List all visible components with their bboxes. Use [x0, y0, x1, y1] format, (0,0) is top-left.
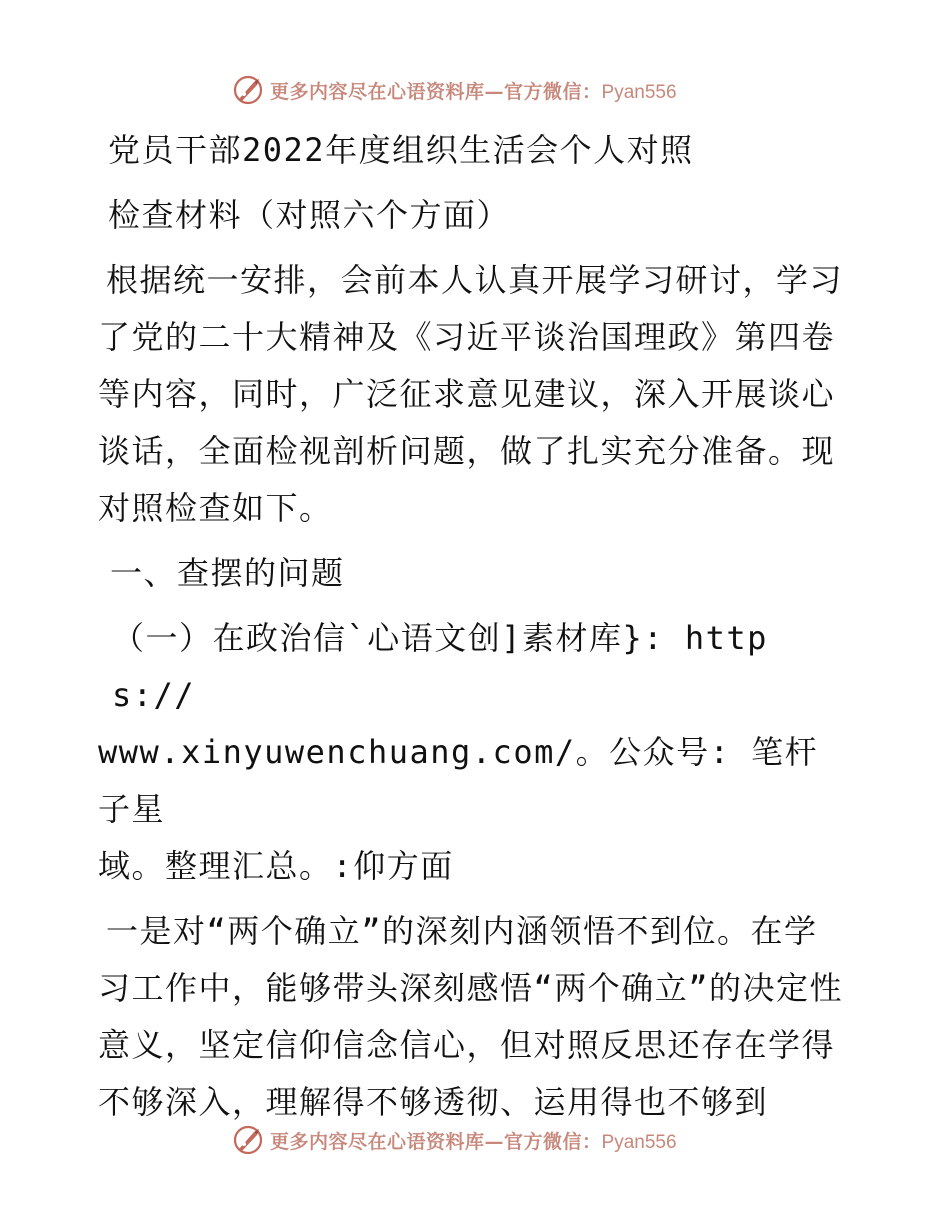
watermark-banner-top [232, 72, 677, 108]
document-body [98, 122, 850, 1131]
watermark-text [270, 77, 677, 104]
subsection-line-2: www.xinyuwenchuang.com/。公众号: 笔杆子星 [98, 733, 819, 828]
quill-emblem-icon [232, 74, 264, 106]
watermark-handle: Pyan556 [601, 1131, 677, 1153]
watermark-banner-bottom [232, 1122, 677, 1158]
section-heading: 一、查摆的问题 [110, 554, 345, 592]
quill-emblem-icon [232, 1124, 264, 1156]
watermark-handle: Pyan556 [601, 81, 677, 103]
subsection-line-3: 域。整理汇总。:仰方面 [98, 847, 454, 885]
watermark-label: 更多内容尽在心语资料库—官方微信： [270, 1130, 602, 1153]
subsection-heading [98, 610, 850, 895]
document-title-line-1: 党员干部2022年度组织生活会个人对照 [108, 131, 694, 169]
body-paragraph-1: 一是对“两个确立”的深刻内涵领悟不到位。在学习工作中，能够带头深刻感悟“两个确立”的决定性意义，坚定信仰信念信心，但对照反思还存在学得不够深入，理解得不够透彻、运用得也不够到 [98, 912, 844, 1121]
subsection-line-1: （一）在政治信`心语文创]素材库}: https:// [112, 619, 768, 714]
intro-paragraph: 根据统一安排，会前本人认真开展学习研讨，学习了党的二十大精神及《习近平谈治国理政》第四卷等内容，同时，广泛征求意见建议，深入开展谈心谈话，全面检视剖析问题，做了扎实充分准备。现对照检查如下。 [98, 261, 844, 527]
watermark-text [270, 1127, 677, 1154]
watermark-label: 更多内容尽在心语资料库—官方微信： [270, 80, 602, 103]
document-title-line-2: 检查材料（对照六个方面） [108, 196, 511, 234]
